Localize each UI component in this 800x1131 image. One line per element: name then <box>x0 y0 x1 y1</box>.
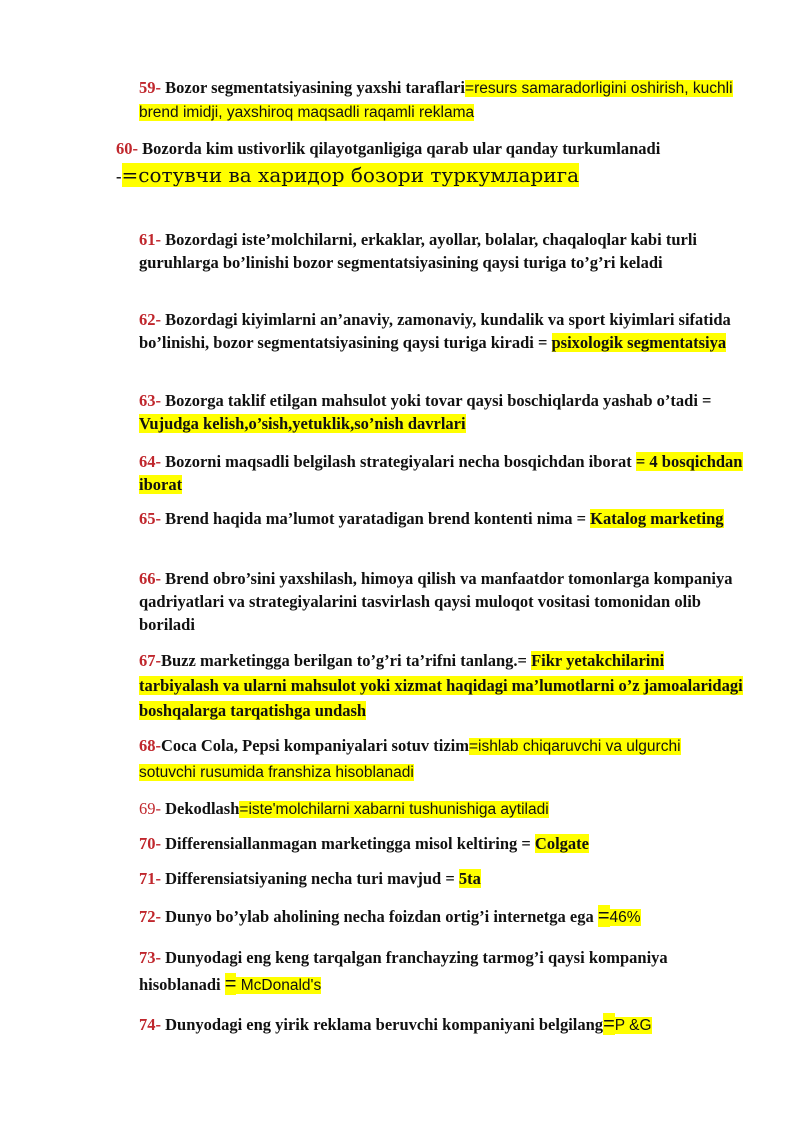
question-59 <box>139 76 739 124</box>
question-number: 66- <box>139 569 161 588</box>
question-68 <box>139 733 739 785</box>
question-73 <box>139 944 749 999</box>
question-text: Bozorga taklif etilgan mahsulot yoki tovar qaysi boschiqlarda yashab o’tadi = <box>161 391 712 410</box>
question-number: 74- <box>139 1015 161 1034</box>
question-62 <box>139 308 749 354</box>
answer-highlight: =iste'molchilarni xabarni tushunishiga aytiladi <box>239 801 549 818</box>
question-text: Differensiallanmagan marketingga misol keltiring = <box>161 834 535 853</box>
question-text: Bozorni maqsadli belgilash strategiyalari necha bosqichdan iborat <box>161 452 636 471</box>
answer-highlight: Fikr yetakchilarini tarbiyalash va ularni mahsulot yoki xizmat haqidagi ma’lumotlarni o’z jamoalaridagi boshqalarga tarqatishga undash <box>139 651 743 720</box>
question-number: 71- <box>139 869 161 888</box>
question-text: Brend haqida ma’lumot yaratadigan brend kontenti nima = <box>161 509 591 528</box>
question-63 <box>139 389 739 435</box>
question-text: Bozordagi kiyimlarni an’anaviy, zamonaviy, kundalik va sport kiyimlari sifatida bo’linishi, bozor segmentatsiyasining qaysi turiga kiradi = <box>139 310 731 352</box>
question-number: 65- <box>139 509 161 528</box>
question-number: 60- <box>116 139 138 158</box>
question-text: Dekodlash <box>161 799 240 818</box>
question-67 <box>139 648 744 723</box>
answer-highlight: Katalog marketing <box>590 509 724 528</box>
answer-prefix: - <box>116 167 122 186</box>
answer-highlight: =сотувчи ва харидор бозори туркумларига <box>121 163 580 187</box>
question-64 <box>139 450 744 496</box>
question-70 <box>139 832 759 855</box>
question-text: Dunyodagi eng keng tarqalgan franchayzing tarmog’i qaysi kompaniya hisoblanadi <box>139 948 668 994</box>
question-number: 61- <box>139 230 161 249</box>
question-number: 67- <box>139 651 161 670</box>
question-number: 68- <box>139 736 161 755</box>
question-text: Buzz marketingga berilgan to’g’ri ta’rifni tanlang.= <box>161 651 532 670</box>
question-number: 59- <box>139 78 161 97</box>
answer-highlight: Colgate <box>534 834 589 853</box>
answer-highlight: = 4 bosqichdan iborat <box>139 452 743 494</box>
question-60 <box>116 136 756 190</box>
question-text: Bozorda kim ustivorlik qilayotganligiga qarab ular qanday turkumlanadi <box>138 139 661 158</box>
question-66 <box>139 567 739 636</box>
answer-equals: = <box>224 973 237 995</box>
question-text: Brend obro’sini yaxshilash, himoya qilish va manfaatdor tomonlarga kompaniya qadriyatlari va strategiyalarini tasvirlash qaysi muloqot vositasi tomonidan olib boriladi <box>139 569 733 634</box>
question-text: Bozor segmentatsiyasining yaxshi taraflari <box>161 78 466 97</box>
answer-highlight: 5ta <box>458 869 481 888</box>
answer-equals: = <box>603 1013 615 1035</box>
question-72 <box>139 904 779 930</box>
answer-highlight: P &G <box>614 1017 652 1034</box>
question-text: Coca Cola, Pepsi kompaniyalari sotuv tizim <box>161 736 469 755</box>
answer-highlight: Vujudga kelish,o’sish,yetuklik,so’nish davrlari <box>139 414 466 433</box>
question-number: 69- <box>139 799 161 818</box>
question-61 <box>139 228 749 274</box>
answer-highlight: McDonald's <box>236 977 322 994</box>
question-74 <box>139 1012 779 1038</box>
answer-highlight: =ishlab chiqaruvchi va ulgurchi sotuvchi rusumida franshiza hisoblanadi <box>139 738 681 781</box>
answer-equals: = <box>597 905 610 927</box>
question-text: Dunyo bo’ylab aholining necha foizdan ortig’i internetga ega <box>161 907 598 926</box>
question-number: 73- <box>139 948 161 967</box>
question-71 <box>139 867 759 890</box>
question-number: 72- <box>139 907 161 926</box>
question-65 <box>139 507 739 530</box>
question-number: 70- <box>139 834 161 853</box>
question-text: Bozordagi iste’molchilarni, erkaklar, ayollar, bolalar, chaqaloqlar kabi turli guruhlarga bo’linishi bozor segmentatsiyasining qaysi turiga to’g’ri keladi <box>139 230 697 272</box>
question-number: 64- <box>139 452 161 471</box>
question-number: 62- <box>139 310 161 329</box>
answer-highlight: =resurs samaradorligini oshirish, kuchli brend imidji, yaxshiroq maqsadli raqamli reklama <box>139 80 733 121</box>
answer-highlight: psixologik segmentatsiya <box>551 333 727 352</box>
question-69 <box>139 796 759 822</box>
question-text: Differensiatsiyaning necha turi mavjud = <box>161 869 459 888</box>
question-number: 63- <box>139 391 161 410</box>
answer-highlight: 46% <box>609 909 641 926</box>
question-text: Dunyodagi eng yirik reklama beruvchi kompaniyani belgilang <box>161 1015 604 1034</box>
